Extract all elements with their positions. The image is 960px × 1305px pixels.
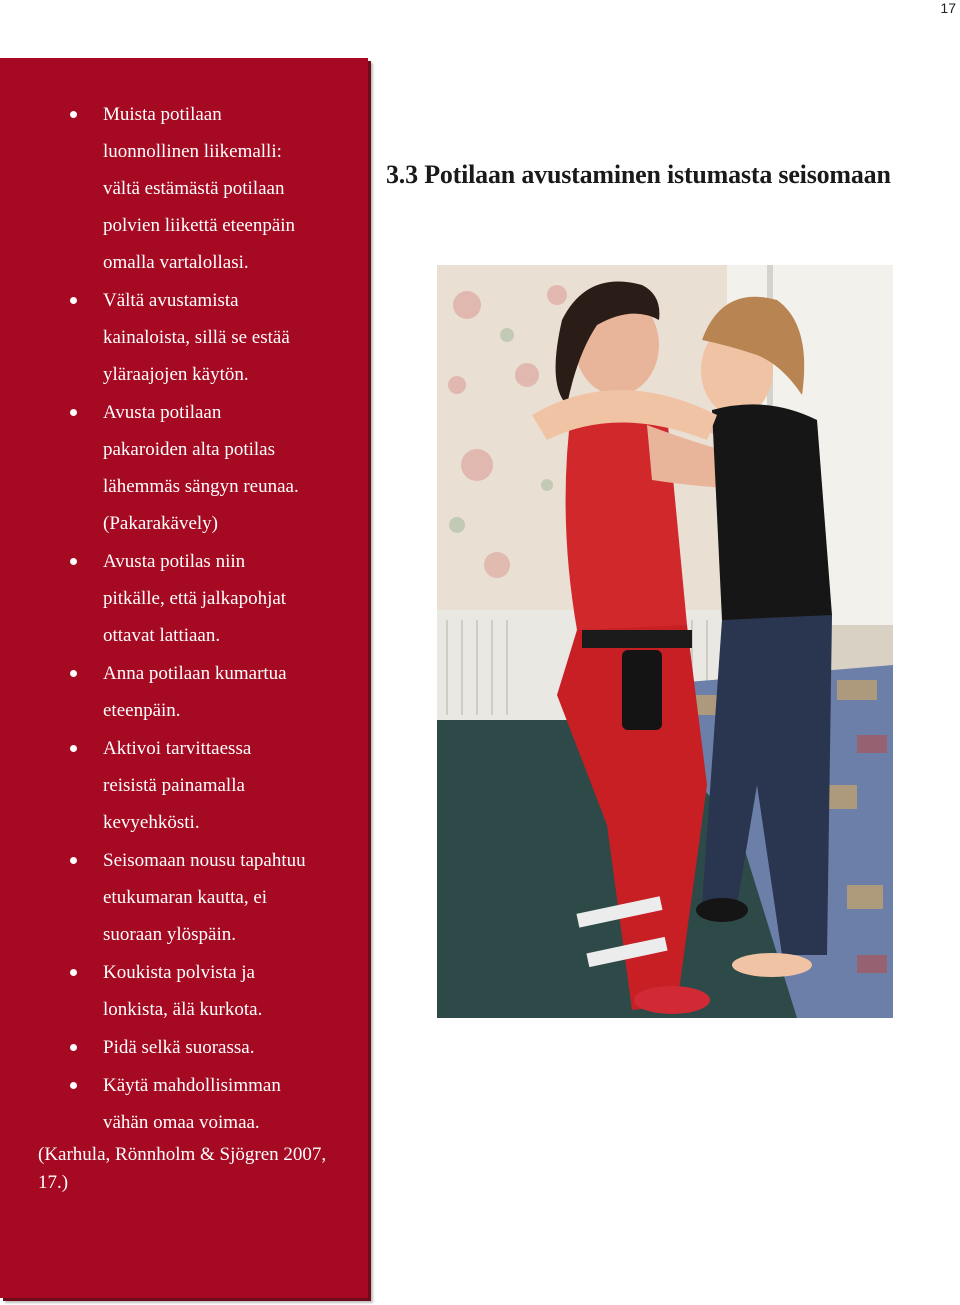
list-item-text: Anna potilaan kumartua eteenpäin. xyxy=(103,663,287,721)
list-item-text: Seisomaan nousu tapahtuu etukumaran kautta, ei suoraan ylöspäin. xyxy=(103,850,306,945)
list-item xyxy=(38,543,308,654)
citation: (Karhula, Rönnholm & Sjögren 2007, 17.) xyxy=(38,1144,327,1193)
list-item-text: Avusta potilaan pakaroiden alta potilas lähemmäs sängyn reunaa. xyxy=(103,402,299,497)
list-item-text: Muista potilaan luonnollinen liikemalli: vältä estämästä potilaan polvien liikettä eteenpäin omalla vartalollasi. xyxy=(103,104,296,273)
section-heading: 3.3 Potilaan avustaminen istumasta seisomaan xyxy=(386,160,891,189)
list-item-text: Koukista polvista ja lonkista, älä kurkota. xyxy=(103,962,263,1020)
list-item xyxy=(38,730,308,841)
list-item-text: Käytä mahdollisimman vähän omaa voimaa. xyxy=(103,1075,281,1133)
list-item-text: Vältä avustamista kainaloista, sillä se estää yläraajojen käytön. xyxy=(103,290,290,385)
list-item xyxy=(38,954,308,1028)
list-item xyxy=(38,96,308,281)
list-item-note: (Pakarakävely) xyxy=(103,513,218,534)
list-item xyxy=(38,1029,308,1066)
list-item-text: Aktivoi tarvittaessa reisistä painamalla kevyehkösti. xyxy=(103,738,252,833)
list-item xyxy=(38,394,308,542)
photo-caregiver-assisting-patient xyxy=(437,265,893,1018)
list-item xyxy=(38,1067,308,1141)
list-item-text: Avusta potilas niin pitkälle, että jalkapohjat ottavat lattiaan. xyxy=(103,551,287,646)
instruction-list xyxy=(38,96,348,1141)
list-item xyxy=(38,842,308,953)
list-item-text: Pidä selkä suorassa. xyxy=(103,1037,255,1058)
page-number: 17 xyxy=(940,0,956,16)
list-item xyxy=(38,282,308,393)
instruction-sidebar xyxy=(0,58,368,1298)
list-item xyxy=(38,655,308,729)
